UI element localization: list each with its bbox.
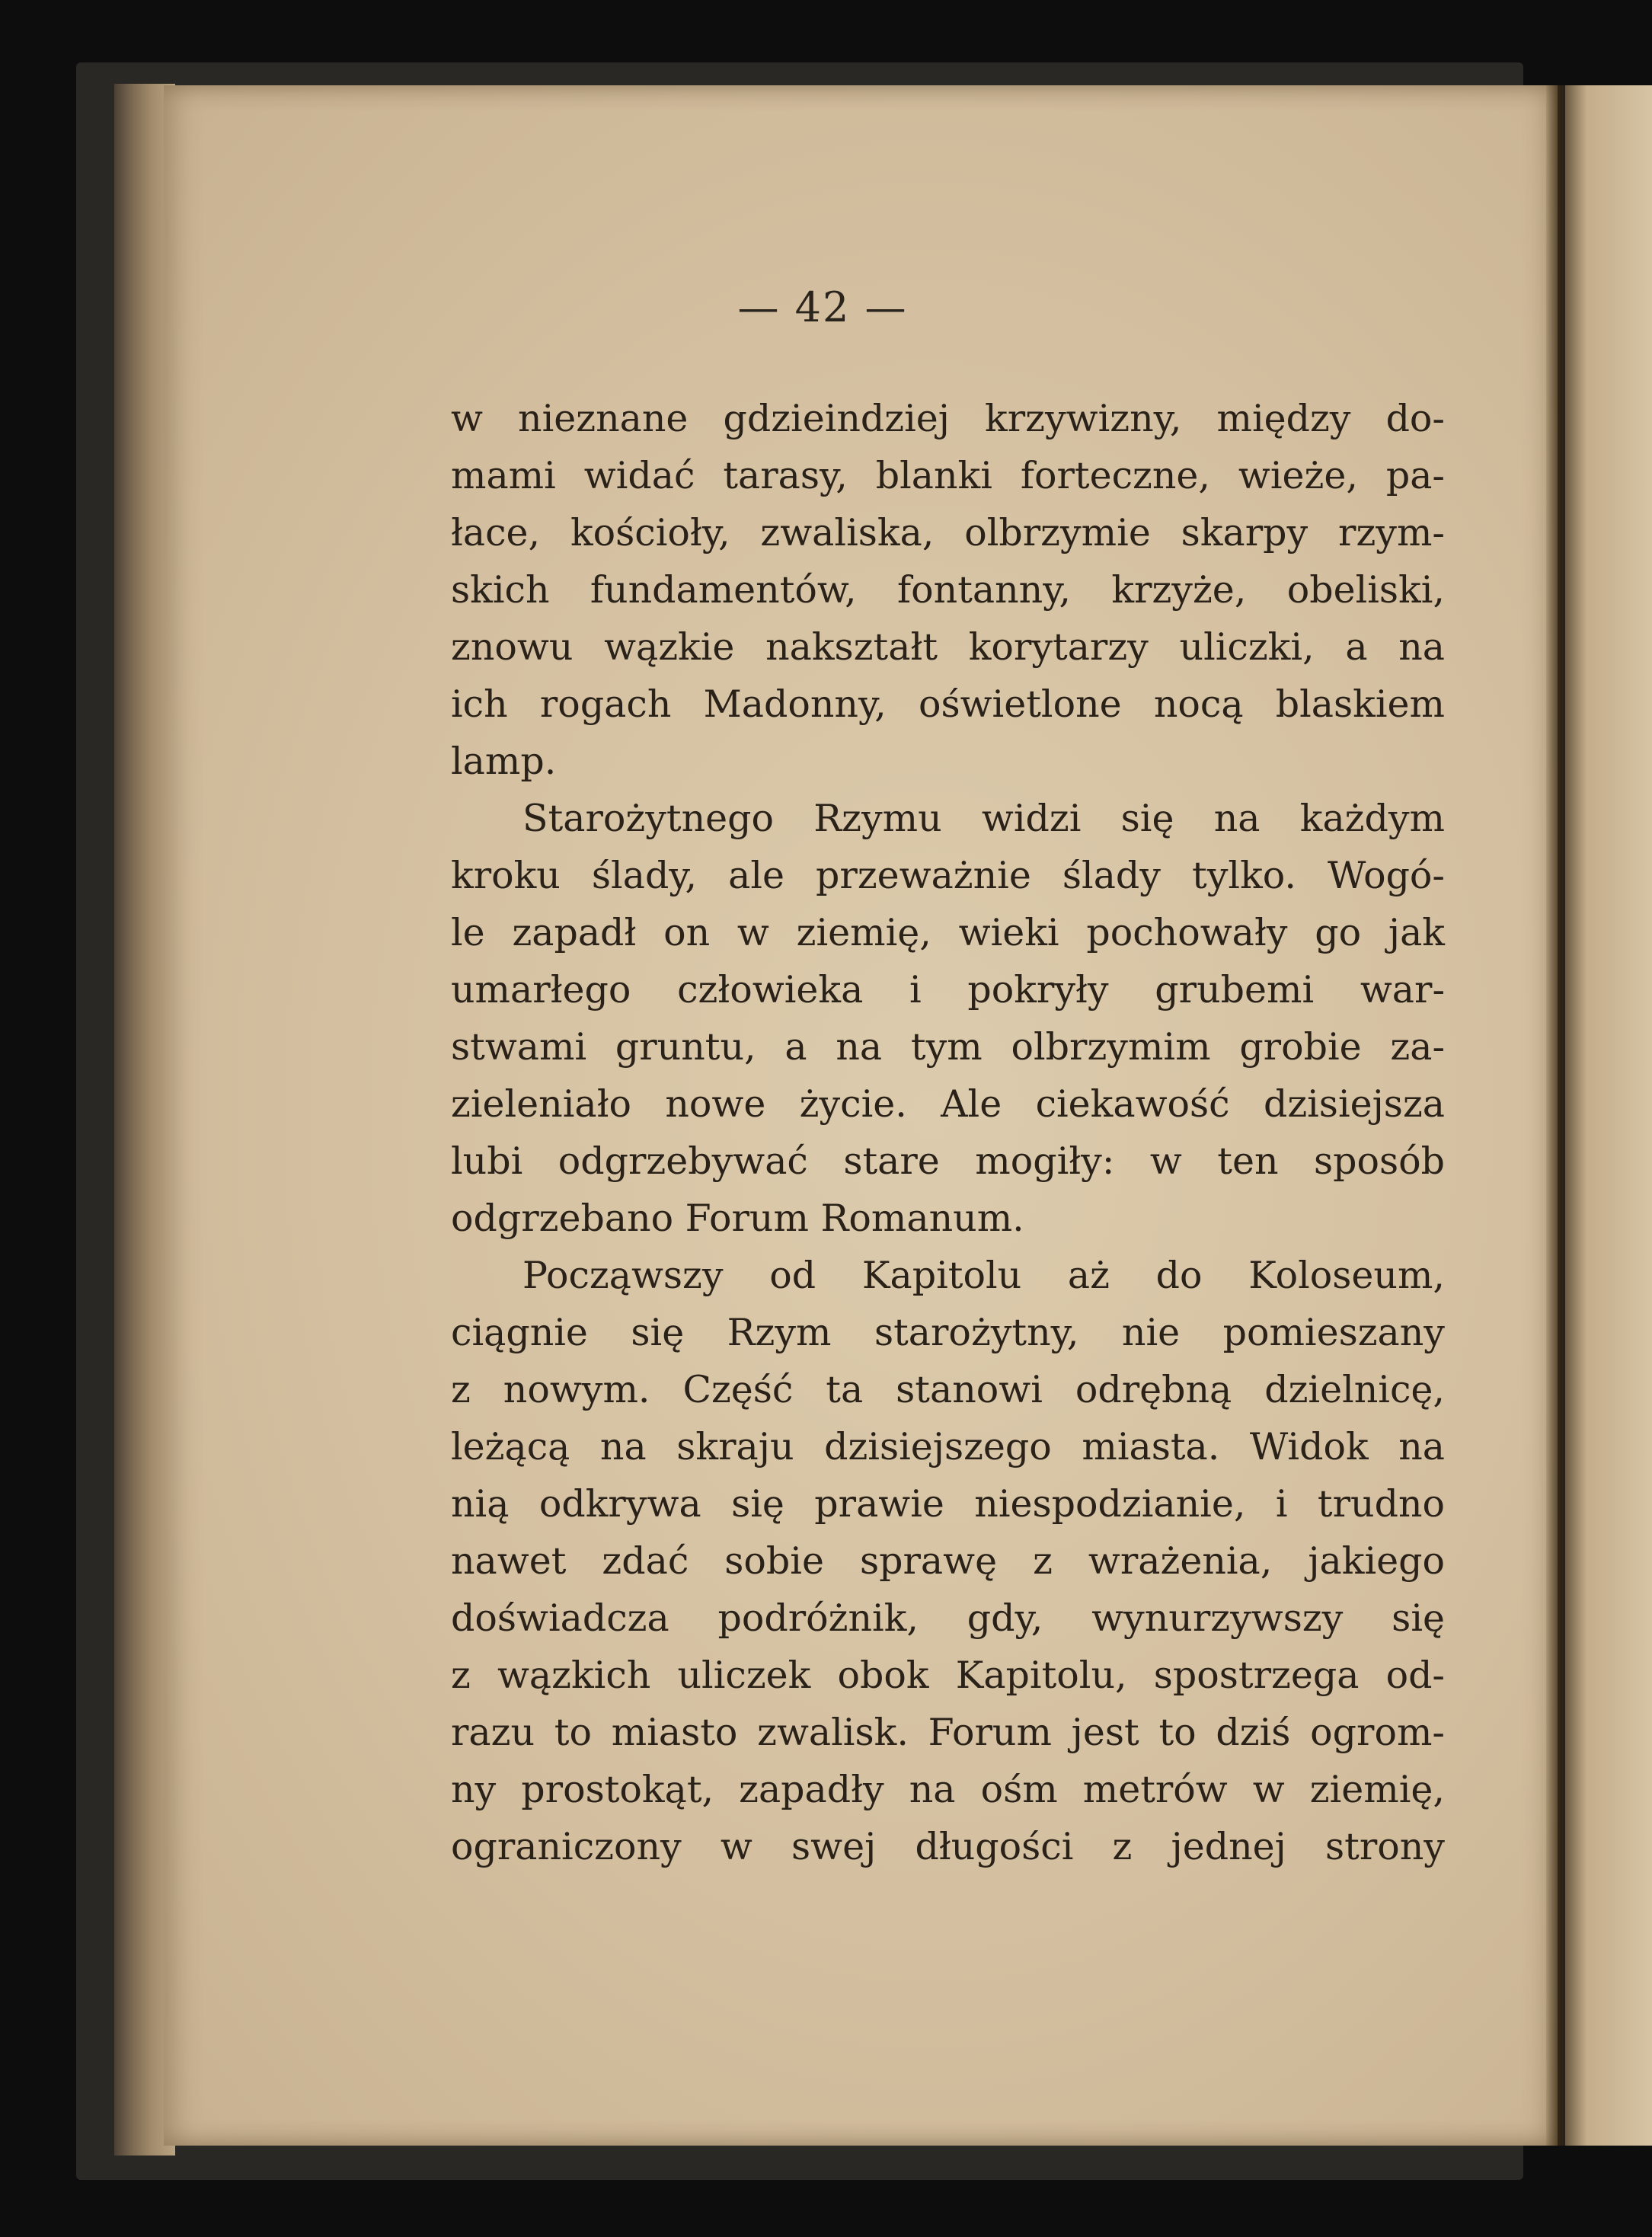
page-number: — 42 — [737, 283, 908, 331]
text-line: umarłego człowieka i pokryły grubemi war- [451, 968, 1445, 1011]
text-line: stwami gruntu, a na tym olbrzymim grobie za- [451, 1025, 1445, 1069]
text-line: leżącą na skraju dzisiejszego miasta. Widok na [451, 1425, 1445, 1468]
text-line: doświadcza podróżnik, gdy, wynurzywszy się [451, 1596, 1445, 1640]
text-line: razu to miasto zwalisk. Forum jest to dziś ogrom- [451, 1711, 1445, 1754]
text-line: nią odkrywa się prawie niespodzianie, i trudno [451, 1482, 1445, 1526]
text-line: lubi odgrzebywać stare mogiły: w ten sposób [451, 1139, 1445, 1183]
text-line: z nowym. Część ta stanowi odrębną dzielnicę, [451, 1368, 1445, 1411]
text-line: ny prostokąt, zapadły na ośm metrów w ziemię, [451, 1768, 1445, 1811]
text-line: łace, kościoły, zwaliska, olbrzymie skarpy rzym- [451, 511, 1445, 554]
text-line: Starożytnego Rzymu widzi się na każdym [522, 797, 1445, 840]
text-line: lamp. [451, 740, 557, 783]
text-line: mami widać tarasy, blanki forteczne, wieże, pa- [451, 454, 1445, 497]
text-line: kroku ślady, ale przeważnie ślady tylko. Wogó- [451, 854, 1445, 897]
text-line: znowu wązkie nakształt korytarzy uliczki, a na [451, 625, 1445, 669]
text-line: ich rogach Madonny, oświetlone nocą blaskiem [451, 682, 1445, 726]
text-line: odgrzebano Forum Romanum. [451, 1197, 1024, 1240]
text-line: nawet zdać sobie sprawę z wrażenia, jakiego [451, 1539, 1445, 1583]
text-line: ciągnie się Rzym starożytny, nie pomieszany [451, 1311, 1445, 1354]
page-body-text [451, 390, 1445, 1875]
text-line: Począwszy od Kapitolu aż do Koloseum, [522, 1254, 1445, 1297]
text-line: skich fundamentów, fontanny, krzyże, obeliski, [451, 568, 1445, 612]
text-line: z wązkich uliczek obok Kapitolu, spostrzega od- [451, 1654, 1445, 1697]
facing-page-edge [1565, 85, 1652, 2146]
text-line: zieleniało nowe życie. Ale ciekawość dzisiejsza [451, 1082, 1445, 1126]
text-line: w nieznane gdzieindziej krzywizny, między do- [451, 397, 1445, 440]
text-line: le zapadł on w ziemię, wieki pochowały go jak [451, 911, 1445, 954]
text-line: ograniczony w swej długości z jednej strony [451, 1825, 1445, 1868]
